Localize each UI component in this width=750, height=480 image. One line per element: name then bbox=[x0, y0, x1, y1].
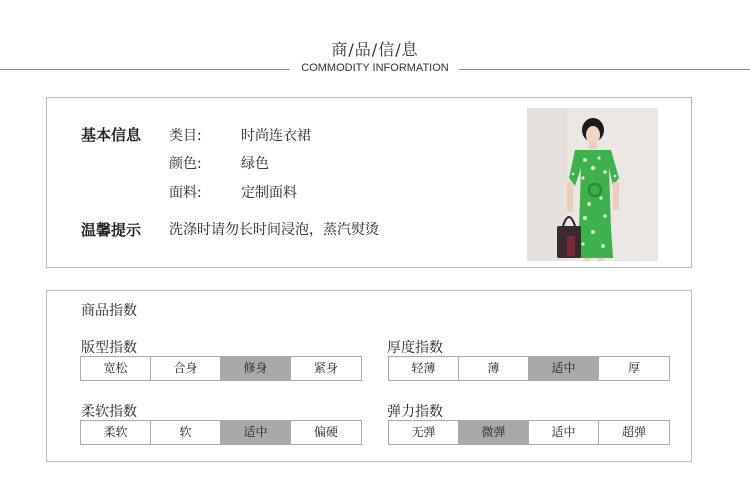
thickness-index-label: 厚度指数 bbox=[387, 340, 443, 356]
elasticity-option: 无弹 bbox=[389, 421, 459, 444]
fit-option: 紧身 bbox=[313, 361, 338, 375]
basic-info-panel bbox=[46, 97, 692, 268]
fit-index-label: 版型指数 bbox=[81, 340, 137, 356]
fabric-value: 定制面料 bbox=[241, 185, 297, 201]
basic-info-label: 基本信息 bbox=[81, 126, 142, 144]
elasticity-index-label: 弹力指数 bbox=[387, 404, 443, 420]
product-index-panel bbox=[46, 290, 692, 462]
softness-option: 柔软 bbox=[81, 421, 151, 444]
elasticity-option: 超弹 bbox=[621, 425, 646, 439]
product-index-title: 商品指数 bbox=[81, 303, 137, 319]
category-value: 时尚连衣裙 bbox=[241, 128, 311, 144]
softness-option-selected: 适中 bbox=[221, 421, 291, 444]
fit-option: 宽松 bbox=[81, 357, 151, 380]
fit-option: 合身 bbox=[151, 357, 221, 380]
category-key: 类目: bbox=[169, 128, 202, 144]
tip-label: 温馨提示 bbox=[81, 221, 142, 239]
section-title-en: COMMODITY INFORMATION bbox=[0, 62, 750, 74]
thickness-index-scale bbox=[388, 356, 670, 381]
section-title-cn: 商/品/信/息 bbox=[331, 40, 419, 59]
thickness-option: 薄 bbox=[459, 357, 529, 380]
thickness-option: 轻薄 bbox=[389, 357, 459, 380]
softness-index-scale bbox=[80, 420, 362, 445]
softness-option: 软 bbox=[151, 421, 221, 444]
elasticity-option: 适中 bbox=[529, 421, 599, 444]
tip-text: 洗涤时请勿长时间浸泡，蒸汽熨烫 bbox=[169, 222, 379, 238]
color-value: 绿色 bbox=[241, 156, 269, 172]
product-photo bbox=[527, 108, 658, 261]
softness-option: 偏硬 bbox=[313, 425, 338, 439]
elasticity-option-selected: 微弹 bbox=[459, 421, 529, 444]
model-in-green-dress-image bbox=[527, 108, 658, 261]
thickness-option: 厚 bbox=[627, 361, 640, 375]
thickness-option-selected: 适中 bbox=[529, 357, 599, 380]
fabric-key: 面料: bbox=[169, 185, 202, 201]
fit-index-scale bbox=[80, 356, 362, 381]
elasticity-index-scale bbox=[388, 420, 670, 445]
softness-index-label: 柔软指数 bbox=[81, 404, 137, 420]
color-key: 颜色: bbox=[169, 156, 202, 172]
fit-option-selected: 修身 bbox=[221, 357, 291, 380]
